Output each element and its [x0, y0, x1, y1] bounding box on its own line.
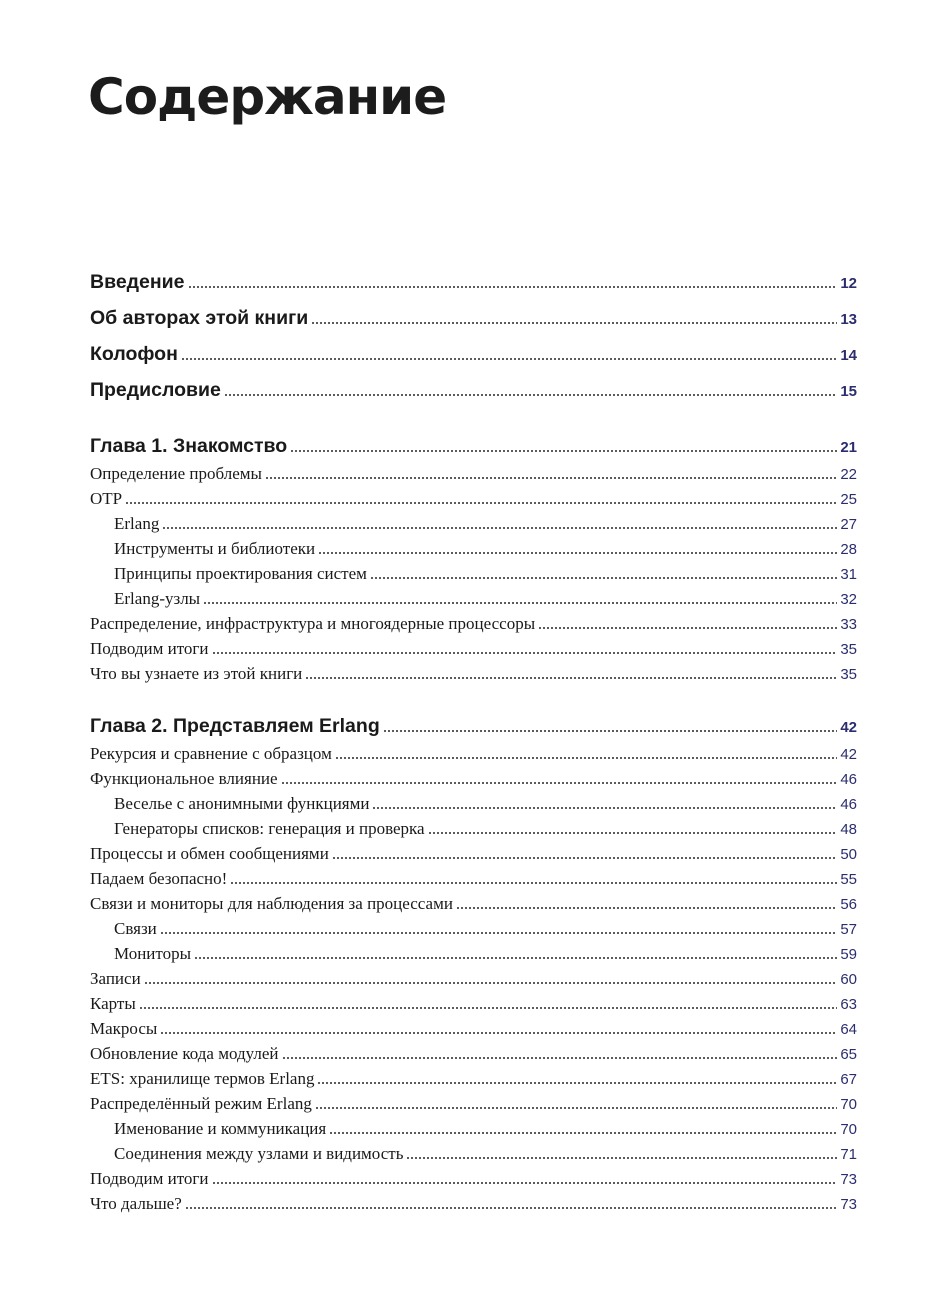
dot-leader — [428, 832, 838, 834]
toc-page-number: 65 — [840, 1046, 857, 1063]
toc-entry-label: Предисловие — [90, 379, 221, 401]
toc-page-number: 46 — [840, 796, 857, 813]
dot-leader — [335, 757, 837, 759]
toc-page-number: 33 — [840, 616, 857, 633]
dot-leader — [194, 957, 837, 959]
toc-section-entry[interactable] — [90, 866, 857, 891]
toc-subsection-entry[interactable] — [90, 1116, 857, 1141]
toc-page-number: 63 — [840, 996, 857, 1013]
toc-subsection-entry[interactable] — [90, 916, 857, 941]
dot-leader — [317, 1082, 837, 1084]
toc-chapter-entry[interactable] — [90, 431, 857, 461]
toc-entry-label: Веселье с анонимными функциями — [114, 794, 370, 813]
dot-leader — [162, 527, 837, 529]
toc-entry-label: Введение — [90, 271, 185, 293]
toc-front-entry[interactable] — [90, 264, 857, 300]
toc-section-entry[interactable] — [90, 841, 857, 866]
toc-section-entry[interactable] — [90, 766, 857, 791]
toc-subsection-entry[interactable] — [90, 586, 857, 611]
dot-leader — [329, 1132, 837, 1134]
toc-entry-label: Падаем безопасно! — [90, 869, 228, 888]
toc-section-entry[interactable] — [90, 991, 857, 1016]
toc-page-number: 56 — [840, 896, 857, 913]
toc-page-number: 48 — [840, 821, 857, 838]
page-title: Содержание — [88, 68, 447, 126]
dot-leader — [332, 857, 838, 859]
toc-page-number: 57 — [840, 921, 857, 938]
dot-leader — [139, 1007, 838, 1009]
dot-leader — [456, 907, 837, 909]
toc-subsection-entry[interactable] — [90, 791, 857, 816]
toc-entry-label: Об авторах этой книги — [90, 307, 309, 329]
toc-subsection-entry[interactable] — [90, 816, 857, 841]
toc-section-entry[interactable] — [90, 486, 857, 511]
dot-leader — [282, 1057, 838, 1059]
dot-leader — [315, 1107, 837, 1109]
toc-page-number: 15 — [840, 383, 857, 400]
toc-entry-label: Что дальше? — [90, 1194, 182, 1213]
toc-subsection-entry[interactable] — [90, 561, 857, 586]
dot-leader — [230, 882, 837, 884]
toc-page-number: 22 — [840, 466, 857, 483]
toc-entry-label: Инструменты и библиотеки — [114, 539, 316, 558]
toc-section-entry[interactable] — [90, 661, 857, 686]
toc-page-number: 13 — [840, 311, 857, 328]
toc-front-entry[interactable] — [90, 336, 857, 372]
toc-page-number: 64 — [840, 1021, 857, 1038]
toc-entry-label: OTP — [90, 489, 123, 508]
toc-page-number: 42 — [840, 746, 857, 763]
toc-entry-label: Erlang-узлы — [114, 589, 201, 608]
toc-entry-label: Глава 2. Представляем Erlang — [90, 715, 380, 737]
toc-entry-label: Связи — [114, 919, 157, 938]
toc-subsection-entry[interactable] — [90, 1141, 857, 1166]
dot-leader — [265, 477, 837, 479]
toc-entry-label: Что вы узнаете из этой книги — [90, 664, 303, 683]
dot-leader — [224, 394, 837, 396]
toc-entry-label: Распределённый режим Erlang — [90, 1094, 312, 1113]
toc-entry-label: Принципы проектирования систем — [114, 564, 367, 583]
toc-page-number: 21 — [840, 439, 857, 456]
dot-leader — [406, 1157, 837, 1159]
toc-page-number: 55 — [840, 871, 857, 888]
toc-entry-label: Карты — [90, 994, 136, 1013]
toc-page-number: 73 — [840, 1171, 857, 1188]
toc-page-number: 50 — [840, 846, 857, 863]
toc-subsection-entry[interactable] — [90, 536, 857, 561]
toc-entry-label: Функциональное влияние — [90, 769, 278, 788]
toc-page-number: 25 — [840, 491, 857, 508]
dot-leader — [212, 1182, 838, 1184]
dot-leader — [290, 450, 837, 452]
toc-page-number: 60 — [840, 971, 857, 988]
toc-page-number: 46 — [840, 771, 857, 788]
toc-page-number: 70 — [840, 1121, 857, 1138]
toc-page-number: 42 — [840, 719, 857, 736]
toc-page-number: 71 — [840, 1146, 857, 1163]
toc-front-entry[interactable] — [90, 300, 857, 336]
toc-subsection-entry[interactable] — [90, 941, 857, 966]
toc-page-number: 12 — [840, 275, 857, 292]
dot-leader — [144, 982, 838, 984]
toc-entry-label: Определение проблемы — [90, 464, 262, 483]
toc-page-number: 31 — [840, 566, 857, 583]
toc-page-number: 67 — [840, 1071, 857, 1088]
toc-entry-label: Соединения между узлами и видимость — [114, 1144, 404, 1163]
dot-leader — [311, 322, 837, 324]
toc-section-entry[interactable] — [90, 1191, 857, 1216]
toc-page-number: 73 — [840, 1196, 857, 1213]
dot-leader — [160, 932, 838, 934]
toc-section-entry[interactable] — [90, 636, 857, 661]
dot-leader — [305, 677, 837, 679]
dot-leader — [203, 602, 837, 604]
toc-entry-label: Распределение, инфраструктура и многоядерные процессоры — [90, 614, 536, 633]
dot-leader — [383, 730, 838, 732]
toc-page-number: 35 — [840, 666, 857, 683]
dot-leader — [281, 782, 838, 784]
toc-page-number: 14 — [840, 347, 857, 364]
toc-entry-label: Обновление кода модулей — [90, 1044, 279, 1063]
toc-page-number: 59 — [840, 946, 857, 963]
toc-entry-label: Генераторы списков: генерация и проверка — [114, 819, 425, 838]
toc-section-entry[interactable] — [90, 1016, 857, 1041]
toc-entry-label: ETS: хранилище термов Erlang — [90, 1069, 315, 1088]
toc-page-number: 35 — [840, 641, 857, 658]
toc-section-entry[interactable] — [90, 1041, 857, 1066]
dot-leader — [212, 652, 838, 654]
dot-leader — [188, 286, 838, 288]
table-of-contents — [90, 264, 857, 1216]
toc-chapter-entry[interactable] — [90, 711, 857, 741]
toc-section-entry[interactable] — [90, 891, 857, 916]
dot-leader — [160, 1032, 837, 1034]
dot-leader — [538, 627, 837, 629]
toc-entry-label: Подводим итоги — [90, 639, 209, 658]
toc-entry-label: Именование и коммуникация — [114, 1119, 327, 1138]
dot-leader — [318, 552, 837, 554]
dot-leader — [181, 358, 837, 360]
toc-entry-label: Колофон — [90, 343, 178, 365]
dot-leader — [125, 502, 837, 504]
toc-section-entry[interactable] — [90, 611, 857, 636]
toc-entry-label: Связи и мониторы для наблюдения за процессами — [90, 894, 453, 913]
toc-entry-label: Мониторы — [114, 944, 192, 963]
toc-entry-label: Процессы и обмен сообщениями — [90, 844, 329, 863]
dot-leader — [185, 1207, 838, 1209]
toc-entry-label: Записи — [90, 969, 141, 988]
toc-page-number: 70 — [840, 1096, 857, 1113]
toc-section-entry[interactable] — [90, 461, 857, 486]
toc-entry-label: Глава 1. Знакомство — [90, 435, 288, 457]
toc-entry-label: Рекурсия и сравнение с образцом — [90, 744, 332, 763]
toc-page-number: 28 — [840, 541, 857, 558]
toc-page-number: 27 — [840, 516, 857, 533]
toc-section-entry[interactable] — [90, 1066, 857, 1091]
toc-page-number: 32 — [840, 591, 857, 608]
toc-front-entry[interactable] — [90, 372, 857, 408]
toc-section-entry[interactable] — [90, 741, 857, 766]
dot-leader — [370, 577, 837, 579]
toc-entry-label: Подводим итоги — [90, 1169, 209, 1188]
toc-entry-label: Макросы — [90, 1019, 158, 1038]
dot-leader — [372, 807, 837, 809]
toc-entry-label: Erlang — [114, 514, 160, 533]
toc-subsection-entry[interactable] — [90, 511, 857, 536]
toc-section-entry[interactable] — [90, 1166, 857, 1191]
toc-section-entry[interactable] — [90, 966, 857, 991]
toc-section-entry[interactable] — [90, 1091, 857, 1116]
